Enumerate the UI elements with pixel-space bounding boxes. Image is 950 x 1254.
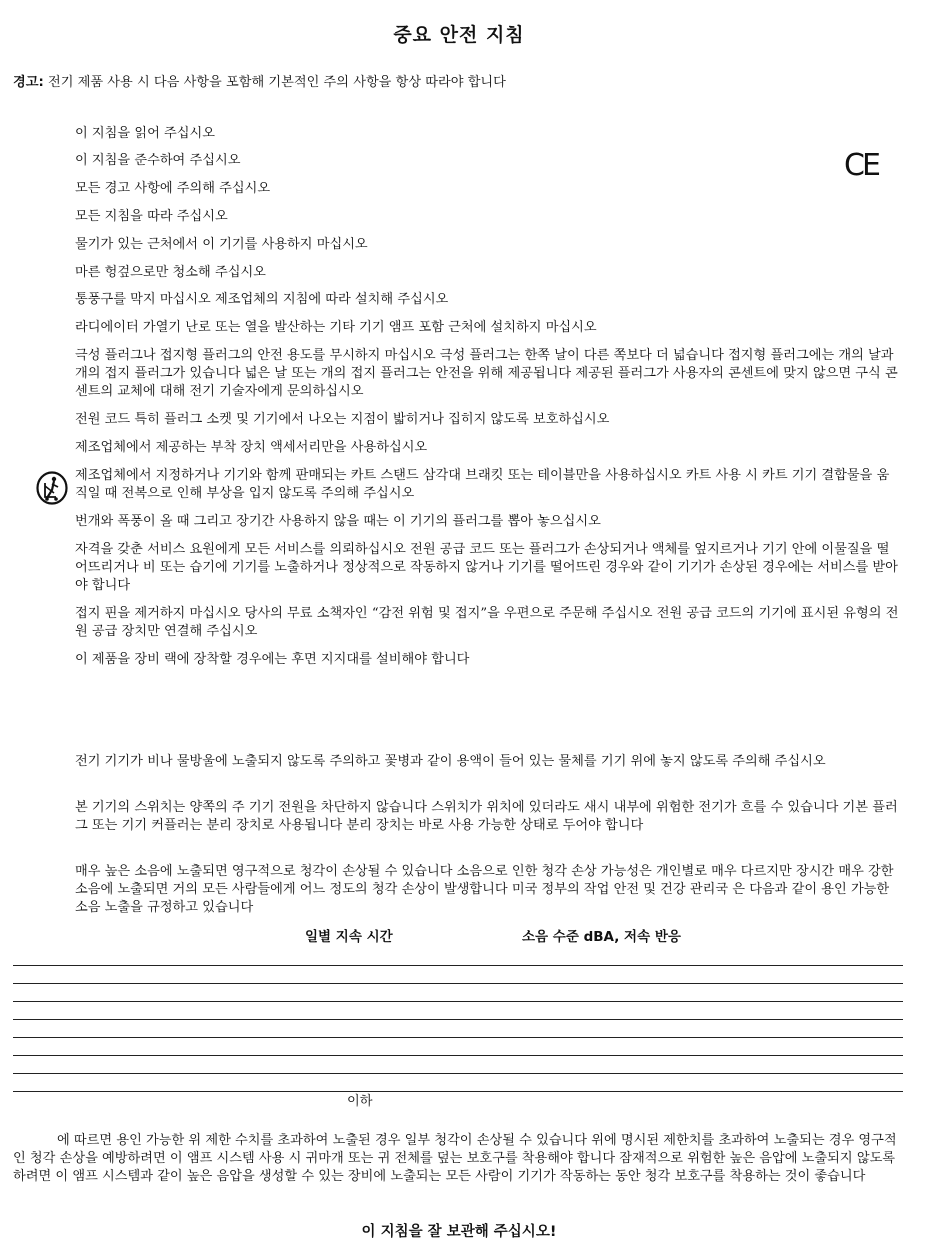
table-row bbox=[13, 1001, 903, 1002]
ce-mark-icon: CE bbox=[844, 148, 878, 183]
instruction-item: 매우 높은 소음에 노출되면 영구적으로 청각이 손상될 수 있습니다 소음으로 인한 청각 손상 가능성은 개인별로 매우 다르지만 장시간 매우 강한 소음에 노출되면 거의 모든 사람들에게 어느 정도의 청각 손상이 발생합니다 미국 정부의 작업 안전 및 건강 관리국 은 다음과 같이 용인 가능한 소음 노출을 규정하고 있습니다 bbox=[75, 864, 894, 915]
warning-label: 경고: bbox=[13, 75, 44, 90]
table-row bbox=[13, 983, 903, 984]
instruction-item: 극성 플러그나 접지형 플러그의 안전 용도를 무시하지 마십시오 극성 플러그는 한쪽 날이 다른 쪽보다 더 넓습니다 접지형 플러그에는 개의 날과 개의 접지 플러그가 있습니다 넓은 날 또는 개의 접지 플러그는 안전을 위해 제공됩니다 제공된 플러그가 사용자의 콘센트에 맞지 않으면 구식 콘센트의 교체에 대해 전기 기술자에게 문의하십시오 bbox=[75, 348, 898, 399]
instruction-item: 번개와 폭풍이 올 때 그리고 장기간 사용하지 않을 때는 이 기기의 플러그를 뽑아 놓으십시오 bbox=[75, 514, 601, 529]
cart-tip-over-warning-icon bbox=[36, 471, 68, 505]
table-row bbox=[13, 1055, 903, 1056]
closing-paragraph-text: 에 따르면 용인 가능한 위 제한 수치를 초과하여 노출된 경우 일부 청각이 손상될 수 있습니다 위에 명시된 제한치를 초과하여 노출되는 경우 영구적인 청각 손상을 예방하려면 이 앰프 시스템 사용 시 귀마개 또는 귀 전체를 덮는 보호구를 착용해야 합니다 잠재적으로 위험한 높은 음압에 노출되지 않도록 하려면 이 앰프 시스템과 같이 높은 음압을 생성할 수 있는 장비에 노출되는 모든 사람이 기기가 작동하는 동안 청각 보호구를 착용하는 것이 좋습니다 bbox=[13, 1133, 897, 1184]
keep-instructions-notice: 이 지침을 잘 보관해 주십시오! bbox=[361, 1224, 557, 1240]
table-row bbox=[13, 965, 903, 966]
instruction-item: 물기가 있는 근처에서 이 기기를 사용하지 마십시오 bbox=[75, 237, 368, 252]
instruction-item: 자격을 갖춘 서비스 요원에게 모든 서비스를 의뢰하십시오 전원 공급 코드 또는 플러그가 손상되거나 액체를 엎지르거나 기기 안에 이물질을 떨어뜨리거나 비 또는 습기에 기기를 노출하거나 정상적으로 작동하지 않거나 기기를 떨어뜨린 경우와 같이 기기가 손상된 경우에는 서비스를 받아야 합니다 bbox=[75, 542, 898, 593]
instruction-item: 제조업체에서 제공하는 부착 장치 액세서리만을 사용하십시오 bbox=[75, 440, 428, 455]
instruction-item: 본 기기의 스위치는 양쪽의 주 기기 전원을 차단하지 않습니다 스위치가 위치에 있더라도 새시 내부에 위험한 전기가 흐를 수 있습니다 기본 플러그 또는 기기 커플러는 분리 장치로 사용됩니다 분리 장치는 바로 사용 가능한 상태로 두어야 합니다 bbox=[75, 800, 898, 833]
warning-text: 전기 제품 사용 시 다음 사항을 포함해 기본적인 주의 사항을 항상 따라야 합니다 bbox=[43, 75, 506, 90]
instruction-item: 전기 기기가 비나 물방울에 노출되지 않도록 주의하고 꽃병과 같이 용액이 들어 있는 물체를 기기 위에 놓지 않도록 주의해 주십시오 bbox=[75, 754, 826, 769]
instruction-item: 모든 경고 사항에 주의해 주십시오 bbox=[75, 181, 271, 196]
table-row bbox=[13, 1037, 903, 1038]
instruction-item: 전원 코드 특히 플러그 소켓 및 기기에서 나오는 지점이 밟히거나 집히지 않도록 보호하십시오 bbox=[75, 412, 610, 427]
table-header-duration: 일별 지속 시간 bbox=[305, 929, 393, 945]
closing-paragraph bbox=[13, 1132, 903, 1186]
table-header-noise-level: 소음 수준 dBA, 저속 반응 bbox=[522, 929, 681, 945]
table-row bbox=[13, 1019, 903, 1020]
instruction-item: 통풍구를 막지 마십시오 제조업체의 지침에 따라 설치해 주십시오 bbox=[75, 292, 449, 307]
instruction-item: 이 지침을 읽어 주십시오 bbox=[75, 126, 215, 141]
instruction-item: 마른 헝겊으로만 청소해 주십시오 bbox=[75, 265, 266, 280]
instruction-item: 라디에이터 가열기 난로 또는 열을 발산하는 기타 기기 앰프 포함 근처에 설치하지 마십시오 bbox=[75, 320, 597, 335]
table-row bbox=[13, 1091, 903, 1092]
page-title: 중요 안전 지침 bbox=[393, 24, 525, 46]
table-footnote: 이하 bbox=[347, 1094, 373, 1109]
instruction-item: 이 제품을 장비 랙에 장착할 경우에는 후면 지지대를 설비해야 합니다 bbox=[75, 652, 470, 667]
instruction-item: 이 지침을 준수하여 주십시오 bbox=[75, 153, 241, 168]
instruction-item: 접지 핀을 제거하지 마십시오 당사의 무료 소책자인 “감전 위험 및 접지”을 우편으로 주문해 주십시오 전원 공급 코드의 기기에 표시된 유형의 전원 공급 장치만 연결해 주십시오 bbox=[75, 606, 899, 639]
general-warning bbox=[13, 74, 913, 92]
table-row bbox=[13, 1073, 903, 1074]
instruction-item: 모든 지침을 따라 주십시오 bbox=[75, 209, 228, 224]
instruction-item: 제조업체에서 지정하거나 기기와 함께 판매되는 카트 스탠드 삼각대 브래킷 또는 테이블만을 사용하십시오 카트 사용 시 카트 기기 결합물을 움직일 때 전복으로 인해 부상을 입지 않도록 주의해 주십시오 bbox=[75, 468, 890, 501]
